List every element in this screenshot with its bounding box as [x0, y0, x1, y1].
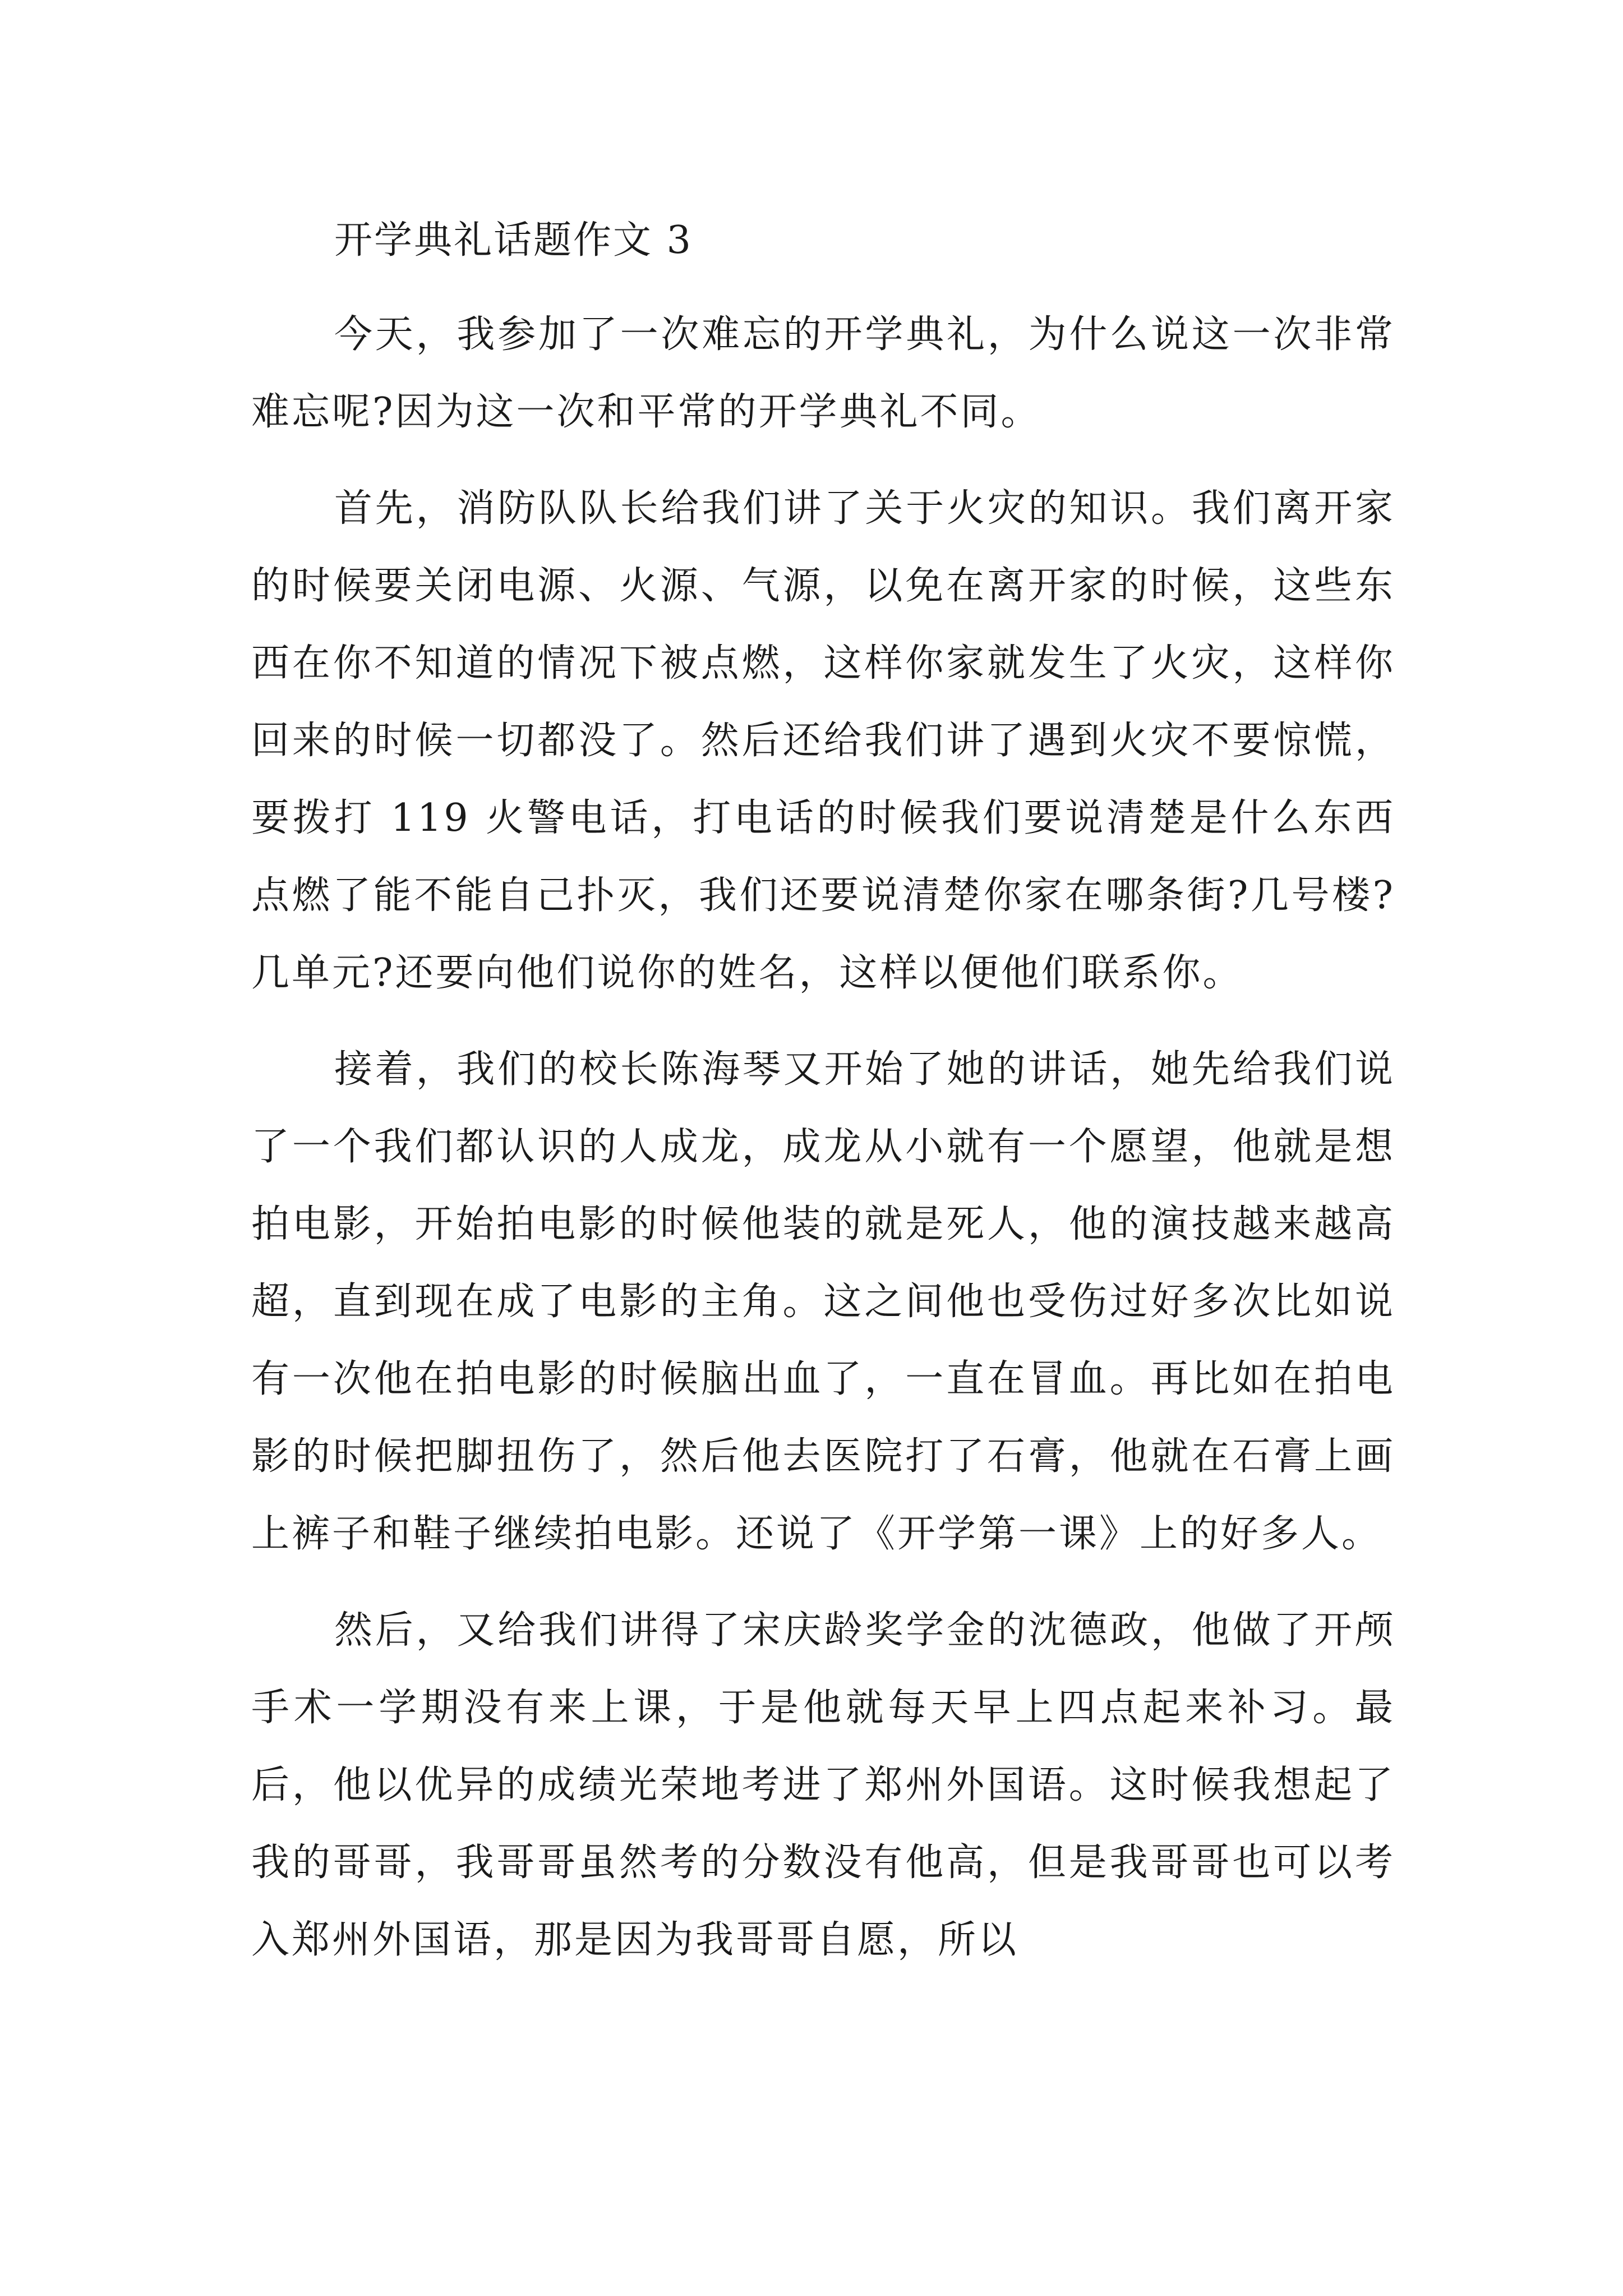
essay-title: 开学典礼话题作文 3: [334, 218, 693, 263]
document-page: [251, 213, 1395, 1998]
paragraph-3: 接着，我们的校长陈海琴又开始了她的讲话，她先给我们说了一个我们都认识的人成龙，成龙从小就有一个愿望，他就是想拍电影，开始拍电影的时候他装的就是死人，他的演技越来越高超，直到现在成了电影的主角。这之间他也受伤过好多次比如说有一次他在拍电影的时候脑出血了，一直在冒血。再比如在拍电影的时候把脚扭伤了，然后他去医院打了石膏，他就在石膏上画上裤子和鞋子继续拍电影。还说了《开学第一课》上的好多人。: [251, 1047, 1395, 1556]
paragraph-4: 然后，又给我们讲得了宋庆龄奖学金的沈德政，他做了开颅手术一学期没有来上课，于是他就每天早上四点起来补习。最后，他以优异的成绩光荣地考进了郑州外国语。这时候我想起了我的哥哥，我哥哥虽然考的分数没有他高，但是我哥哥也可以考入郑州外国语，那是因为我哥哥自愿，所以: [251, 1608, 1395, 1962]
paragraph-2: 首先，消防队队长给我们讲了关于火灾的知识。我们离开家的时候要关闭电源、火源、气源，以免在离开家的时候，这些东西在你不知道的情况下被点燃，这样你家就发生了火灾，这样你回来的时候一切都没了。然后还给我们讲了遇到火灾不要惊慌，要拨打 119 火警电话，打电话的时候我们要说清楚是什么东西点燃了能不能自己扑灭，我们还要说清楚你家在哪条街?几号楼?几单元?还要向他们说你的姓名，这样以便他们联系你。: [251, 486, 1395, 995]
paragraph-1: 今天，我参加了一次难忘的开学典礼，为什么说这一次非常难忘呢?因为这一次和平常的开学典礼不同。: [251, 312, 1395, 434]
